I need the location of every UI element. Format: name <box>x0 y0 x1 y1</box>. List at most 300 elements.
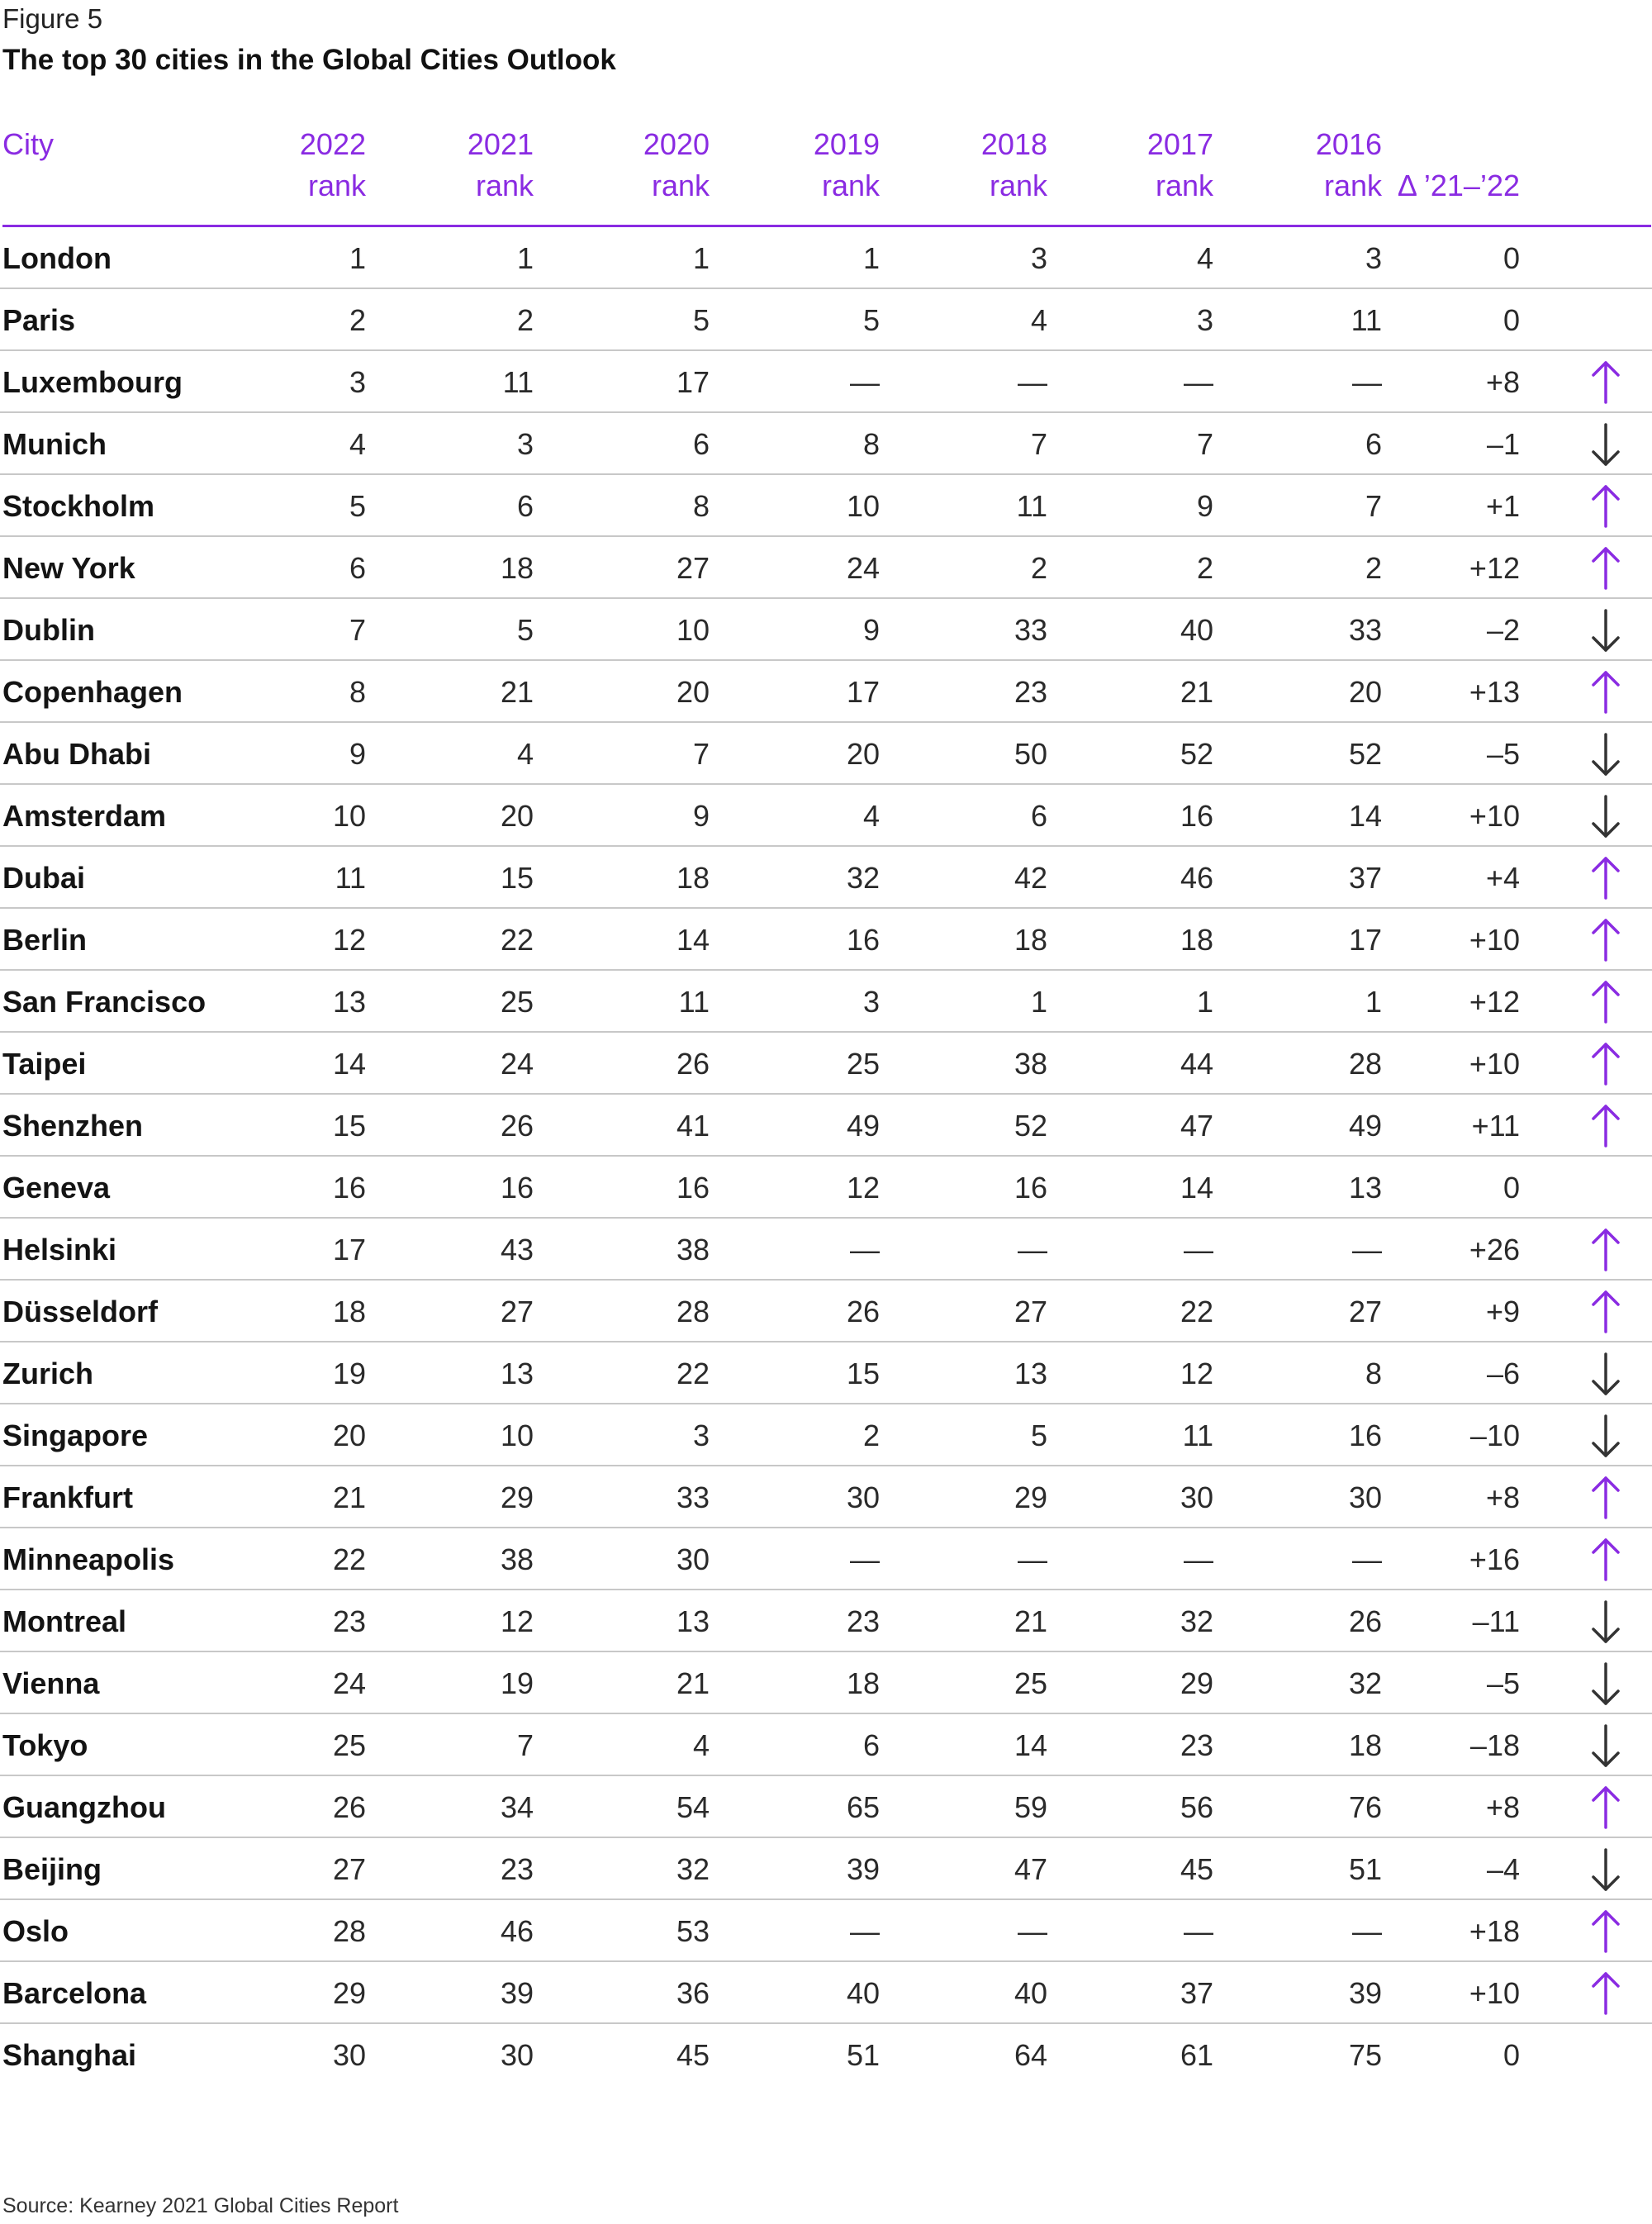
rank-cell: 11 <box>335 861 366 895</box>
rank-cell: 40 <box>1180 613 1213 647</box>
rank-cell: 20 <box>676 675 710 709</box>
rank-cell: 20 <box>846 737 880 771</box>
rank-cell: 14 <box>1180 1171 1213 1205</box>
rank-cell: 3 <box>862 985 880 1019</box>
arrow-up-icon <box>1589 669 1622 715</box>
rank-cell: 30 <box>500 2038 534 2072</box>
city-name: Copenhagen <box>2 675 183 709</box>
delta-cell: +1 <box>1485 489 1520 523</box>
rank-cell: 3 <box>349 365 366 399</box>
rank-cell: 27 <box>500 1295 534 1328</box>
city-name: Shenzhen <box>2 1109 144 1143</box>
city-name: Frankfurt <box>2 1480 134 1514</box>
table-row <box>0 909 1652 971</box>
rank-cell: 1 <box>349 241 366 275</box>
rank-cell: 27 <box>332 1852 366 1886</box>
delta-cell: –18 <box>1469 1728 1520 1762</box>
rank-cell: 56 <box>1180 1790 1213 1824</box>
arrow-up-icon <box>1589 483 1622 530</box>
rank-cell: 1 <box>1365 985 1382 1019</box>
rank-cell: 47 <box>1180 1109 1213 1143</box>
delta-cell: 0 <box>1502 241 1520 275</box>
rank-cell: 65 <box>846 1790 880 1824</box>
arrow-up-icon <box>1589 979 1622 1025</box>
column-header-line1: 2018 <box>980 127 1047 161</box>
rank-cell: 5 <box>692 303 710 337</box>
rank-cell: 30 <box>1348 1480 1382 1514</box>
rank-cell: 22 <box>500 923 534 957</box>
delta-cell: +12 <box>1469 985 1520 1019</box>
rank-cell: 29 <box>1180 1666 1213 1700</box>
rank-cell: 14 <box>1348 799 1382 833</box>
delta-cell: +10 <box>1469 923 1520 957</box>
rank-cell: 6 <box>1365 427 1382 461</box>
city-name: Shanghai <box>2 2038 137 2072</box>
rank-cell: 17 <box>846 675 880 709</box>
rank-cell: 51 <box>1348 1852 1382 1886</box>
rank-cell: 23 <box>1180 1728 1213 1762</box>
rank-cell: 5 <box>516 613 534 647</box>
delta-cell: +18 <box>1469 1914 1520 1948</box>
rank-cell: 33 <box>1014 613 1047 647</box>
arrow-up-icon <box>1589 917 1622 963</box>
rank-cell: 24 <box>846 551 880 585</box>
rank-cell: 13 <box>1014 1357 1047 1390</box>
rank-cell: 32 <box>676 1852 710 1886</box>
table-row <box>0 1342 1652 1404</box>
city-name: Guangzhou <box>2 1790 166 1824</box>
rank-cell: 28 <box>676 1295 710 1328</box>
rank-cell: 9 <box>349 737 366 771</box>
city-name: Luxembourg <box>2 365 183 399</box>
arrow-up-icon <box>1589 1475 1622 1521</box>
rank-cell: — <box>1018 1542 1047 1576</box>
table-row <box>0 1838 1652 1900</box>
rank-cell: 10 <box>676 613 710 647</box>
rank-cell: 19 <box>332 1357 366 1390</box>
rank-cell: 2 <box>1196 551 1213 585</box>
rank-cell: 6 <box>1030 799 1047 833</box>
rank-cell: — <box>1352 1233 1382 1266</box>
rank-cell: 3 <box>516 427 534 461</box>
city-name: Abu Dhabi <box>2 737 151 771</box>
delta-cell: –1 <box>1486 427 1520 461</box>
column-header-line2: rank <box>651 169 710 202</box>
delta-cell: –5 <box>1486 737 1520 771</box>
delta-cell: +8 <box>1485 1790 1520 1824</box>
rank-cell: 29 <box>332 1976 366 2010</box>
rank-cell: 32 <box>1180 1604 1213 1638</box>
rank-cell: 33 <box>1348 613 1382 647</box>
rank-cell: 27 <box>676 551 710 585</box>
rank-cell: 22 <box>332 1542 366 1576</box>
table-row <box>0 1095 1652 1157</box>
rank-cell: 28 <box>332 1914 366 1948</box>
column-header-line2: rank <box>307 169 366 202</box>
rank-cell: 25 <box>332 1728 366 1762</box>
rank-cell: — <box>1018 1914 1047 1948</box>
table-row <box>0 1219 1652 1281</box>
arrow-down-icon <box>1589 1413 1622 1459</box>
city-name: Vienna <box>2 1666 100 1700</box>
rank-cell: 15 <box>332 1109 366 1143</box>
rank-cell: 43 <box>500 1233 534 1266</box>
arrow-up-icon <box>1589 1908 1622 1955</box>
arrow-up-icon <box>1589 1227 1622 1273</box>
rank-cell: 25 <box>1014 1666 1047 1700</box>
rank-cell: 18 <box>1348 1728 1382 1762</box>
delta-cell: –5 <box>1486 1666 1520 1700</box>
delta-cell: +10 <box>1469 1047 1520 1081</box>
column-header-line2: rank <box>821 169 880 202</box>
column-header-r2016 <box>1316 124 1382 207</box>
rank-cell: 38 <box>500 1542 534 1576</box>
rank-cell: 32 <box>1348 1666 1382 1700</box>
arrow-up-icon <box>1589 1970 1622 2017</box>
rank-cell: 1 <box>692 241 710 275</box>
rank-cell: — <box>850 1233 880 1266</box>
delta-cell: –11 <box>1472 1604 1520 1638</box>
column-header-line2: rank <box>1323 169 1382 202</box>
column-header-line1: 2017 <box>1146 127 1213 161</box>
rank-cell: 18 <box>332 1295 366 1328</box>
rank-cell: 1 <box>1196 985 1213 1019</box>
rank-cell: 16 <box>1180 799 1213 833</box>
rank-cell: 52 <box>1348 737 1382 771</box>
rank-cell: 9 <box>1196 489 1213 523</box>
arrow-down-icon <box>1589 1846 1622 1893</box>
delta-cell: +9 <box>1485 1295 1520 1328</box>
rank-cell: 25 <box>846 1047 880 1081</box>
city-name: Tokyo <box>2 1728 88 1762</box>
source-note: Source: Kearney 2021 Global Cities Report <box>2 2194 399 2217</box>
column-header-city <box>2 124 54 207</box>
column-header-line1: 2020 <box>643 127 710 161</box>
arrow-up-icon <box>1589 545 1622 592</box>
rank-cell: 18 <box>1014 923 1047 957</box>
rank-cell: 3 <box>1030 241 1047 275</box>
rank-cell: 17 <box>1348 923 1382 957</box>
rank-cell: 26 <box>1348 1604 1382 1638</box>
rank-cell: 2 <box>516 303 534 337</box>
table-row <box>0 2024 1652 2086</box>
rank-cell: 18 <box>1180 923 1213 957</box>
rank-cell: 18 <box>500 551 534 585</box>
table-row <box>0 1652 1652 1714</box>
city-name: Paris <box>2 303 76 337</box>
rank-cell: 7 <box>1365 489 1382 523</box>
city-name: Oslo <box>2 1914 69 1948</box>
table-row <box>0 475 1652 537</box>
rank-cell: 4 <box>516 737 534 771</box>
city-name: Munich <box>2 427 107 461</box>
rank-cell: — <box>850 1542 880 1576</box>
rank-cell: 24 <box>332 1666 366 1700</box>
table-row <box>0 1900 1652 1962</box>
rank-cell: 4 <box>1196 241 1213 275</box>
rank-cell: 1 <box>862 241 880 275</box>
rank-cell: 41 <box>676 1109 710 1143</box>
city-name: Montreal <box>2 1604 127 1638</box>
column-header-line2: rank <box>989 169 1047 202</box>
column-header-r2021 <box>468 124 534 207</box>
rank-cell: 6 <box>692 427 710 461</box>
arrow-down-icon <box>1589 1599 1622 1645</box>
delta-cell: +8 <box>1485 365 1520 399</box>
rank-cell: 42 <box>1014 861 1047 895</box>
column-header-line1 <box>1398 124 1520 165</box>
rank-cell: 45 <box>676 2038 710 2072</box>
column-header-line1: City <box>2 127 54 161</box>
rank-cell: 30 <box>676 1542 710 1576</box>
column-header-line1: 2019 <box>813 127 880 161</box>
table-row <box>0 599 1652 661</box>
table-row <box>0 227 1652 289</box>
rank-cell: 8 <box>349 675 366 709</box>
rank-cell: 21 <box>332 1480 366 1514</box>
column-header-line2 <box>2 165 54 207</box>
table-row <box>0 537 1652 599</box>
table-row <box>0 785 1652 847</box>
rank-cell: 5 <box>349 489 366 523</box>
column-header-r2022 <box>300 124 366 207</box>
rank-cell: 10 <box>846 489 880 523</box>
rank-cell: 11 <box>1016 489 1047 523</box>
rank-cell: 28 <box>1348 1047 1382 1081</box>
rank-cell: 22 <box>676 1357 710 1390</box>
rank-cell: 7 <box>516 1728 534 1762</box>
rank-cell: 29 <box>500 1480 534 1514</box>
rank-cell: 11 <box>1182 1419 1213 1452</box>
rank-cell: 59 <box>1014 1790 1047 1824</box>
city-name: London <box>2 241 112 275</box>
rank-cell: 17 <box>332 1233 366 1266</box>
rank-cell: 64 <box>1014 2038 1047 2072</box>
table-row <box>0 351 1652 413</box>
rank-cell: 8 <box>692 489 710 523</box>
rank-cell: 11 <box>678 985 710 1019</box>
rank-cell: 4 <box>692 1728 710 1762</box>
rank-cell: 32 <box>846 861 880 895</box>
city-name: Helsinki <box>2 1233 117 1266</box>
rank-cell: 29 <box>1014 1480 1047 1514</box>
delta-cell: +10 <box>1469 1976 1520 2010</box>
rank-cell: 34 <box>500 1790 534 1824</box>
rank-cell: — <box>1352 1914 1382 1948</box>
rank-cell: 37 <box>1180 1976 1213 2010</box>
delta-cell: –2 <box>1486 613 1520 647</box>
column-header-delta <box>1398 124 1520 207</box>
table-row <box>0 1590 1652 1652</box>
table-row <box>0 413 1652 475</box>
rank-cell: 18 <box>676 861 710 895</box>
rank-cell: 5 <box>1030 1419 1047 1452</box>
column-header-line2: rank <box>475 169 534 202</box>
rank-cell: 2 <box>1365 551 1382 585</box>
rank-cell: — <box>1352 365 1382 399</box>
rank-cell: 16 <box>1348 1419 1382 1452</box>
rank-cell: 39 <box>1348 1976 1382 2010</box>
delta-cell: 0 <box>1502 1171 1520 1205</box>
table-row <box>0 1033 1652 1095</box>
rank-cell: 14 <box>676 923 710 957</box>
rank-cell: 20 <box>332 1419 366 1452</box>
column-header-r2017 <box>1147 124 1213 207</box>
column-header-r2019 <box>814 124 880 207</box>
rank-cell: 24 <box>500 1047 534 1081</box>
rank-cell: 23 <box>1014 675 1047 709</box>
rank-cell: 1 <box>1030 985 1047 1019</box>
city-name: Taipei <box>2 1047 87 1081</box>
rank-cell: 46 <box>500 1914 534 1948</box>
rank-cell: 16 <box>1014 1171 1047 1205</box>
rank-cell: 9 <box>862 613 880 647</box>
rank-cell: 15 <box>846 1357 880 1390</box>
rank-cell: 49 <box>846 1109 880 1143</box>
arrow-down-icon <box>1589 421 1622 468</box>
rank-cell: 12 <box>846 1171 880 1205</box>
rank-cell: 22 <box>1180 1295 1213 1328</box>
rank-cell: 40 <box>846 1976 880 2010</box>
column-header-line1: 2022 <box>299 127 366 161</box>
city-name: Amsterdam <box>2 799 167 833</box>
rank-cell: 3 <box>692 1419 710 1452</box>
delta-cell: +10 <box>1469 799 1520 833</box>
rank-cell: 14 <box>332 1047 366 1081</box>
rank-cell: 17 <box>676 365 710 399</box>
rank-cell: 30 <box>846 1480 880 1514</box>
rank-cell: 45 <box>1180 1852 1213 1886</box>
rank-cell: 75 <box>1348 2038 1382 2072</box>
table-row <box>0 971 1652 1033</box>
rank-cell: 3 <box>1365 241 1382 275</box>
rank-cell: — <box>1184 1233 1213 1266</box>
rank-cell: — <box>850 365 880 399</box>
rank-cell: 13 <box>1348 1171 1382 1205</box>
rank-cell: 16 <box>846 923 880 957</box>
rank-cell: 8 <box>862 427 880 461</box>
city-name: Berlin <box>2 923 88 957</box>
rank-cell: 38 <box>676 1233 710 1266</box>
rank-cell: 36 <box>676 1976 710 2010</box>
arrow-up-icon <box>1589 1041 1622 1087</box>
arrow-up-icon <box>1589 1784 1622 1831</box>
rank-cell: 12 <box>500 1604 534 1638</box>
rank-cell: 2 <box>862 1419 880 1452</box>
rank-cell: 21 <box>676 1666 710 1700</box>
table-row <box>0 1714 1652 1776</box>
city-name: Düsseldorf <box>2 1295 159 1328</box>
rank-cell: 39 <box>500 1976 534 2010</box>
rank-cell: 23 <box>846 1604 880 1638</box>
rank-cell: 13 <box>332 985 366 1019</box>
rank-cell: 16 <box>500 1171 534 1205</box>
rank-cell: 33 <box>676 1480 710 1514</box>
delta-cell: +13 <box>1469 675 1520 709</box>
rank-cell: 13 <box>676 1604 710 1638</box>
column-header-r2018 <box>981 124 1047 207</box>
rank-cell: 10 <box>500 1419 534 1452</box>
rank-cell: 37 <box>1348 861 1382 895</box>
rank-cell: 3 <box>1196 303 1213 337</box>
table-row <box>0 1404 1652 1466</box>
rank-cell: 5 <box>862 303 880 337</box>
city-name: San Francisco <box>2 985 206 1019</box>
city-name: Zurich <box>2 1357 94 1390</box>
rank-cell: 47 <box>1014 1852 1047 1886</box>
rank-cell: 7 <box>1030 427 1047 461</box>
arrow-down-icon <box>1589 1351 1622 1397</box>
delta-cell: +12 <box>1469 551 1520 585</box>
table-row <box>0 1528 1652 1590</box>
city-name: Geneva <box>2 1171 111 1205</box>
rank-cell: 52 <box>1014 1109 1047 1143</box>
rank-cell: 2 <box>1030 551 1047 585</box>
rank-cell: 19 <box>500 1666 534 1700</box>
figure-label: Figure 5 <box>2 3 103 34</box>
rank-cell: 11 <box>1351 303 1382 337</box>
delta-cell: 0 <box>1502 303 1520 337</box>
column-header-line2: Δ ’21–’22 <box>1397 169 1520 202</box>
rank-cell: 12 <box>332 923 366 957</box>
rank-cell: 26 <box>676 1047 710 1081</box>
rank-cell: 6 <box>862 1728 880 1762</box>
rank-cell: 4 <box>1030 303 1047 337</box>
rank-cell: — <box>1184 1542 1213 1576</box>
rank-cell: — <box>1352 1542 1382 1576</box>
rank-cell: 14 <box>1014 1728 1047 1762</box>
figure-title: The top 30 cities in the Global Cities Outlook <box>2 44 616 76</box>
table-row <box>0 289 1652 351</box>
arrow-down-icon <box>1589 1661 1622 1707</box>
arrow-up-icon <box>1589 359 1622 406</box>
rank-cell: 52 <box>1180 737 1213 771</box>
city-name: New York <box>2 551 135 585</box>
rank-cell: 20 <box>1348 675 1382 709</box>
rank-cell: 27 <box>1014 1295 1047 1328</box>
rank-cell: 7 <box>1196 427 1213 461</box>
rank-cell: 1 <box>516 241 534 275</box>
rank-cell: 13 <box>500 1357 534 1390</box>
table-body <box>0 227 1652 2086</box>
column-header-line1: 2021 <box>467 127 534 161</box>
rank-cell: — <box>1018 1233 1047 1266</box>
rank-cell: 4 <box>862 799 880 833</box>
rank-cell: 27 <box>1348 1295 1382 1328</box>
rank-cell: 7 <box>692 737 710 771</box>
rank-cell: 15 <box>500 861 534 895</box>
rank-cell: 30 <box>1180 1480 1213 1514</box>
rank-cell: 54 <box>676 1790 710 1824</box>
delta-cell: +16 <box>1469 1542 1520 1576</box>
arrow-down-icon <box>1589 607 1622 653</box>
delta-cell: –10 <box>1469 1419 1520 1452</box>
rank-cell: 2 <box>349 303 366 337</box>
rank-cell: 16 <box>332 1171 366 1205</box>
table-row <box>0 1962 1652 2024</box>
rank-cell: 26 <box>846 1295 880 1328</box>
rank-cell: — <box>850 1914 880 1948</box>
table-row <box>0 661 1652 723</box>
rank-cell: 7 <box>349 613 366 647</box>
rank-cell: 53 <box>676 1914 710 1948</box>
rank-cell: 21 <box>1180 675 1213 709</box>
rank-cell: 12 <box>1180 1357 1213 1390</box>
rank-cell: — <box>1184 365 1213 399</box>
arrow-up-icon <box>1589 1537 1622 1583</box>
rank-cell: 11 <box>502 365 534 399</box>
rank-cell: 4 <box>349 427 366 461</box>
